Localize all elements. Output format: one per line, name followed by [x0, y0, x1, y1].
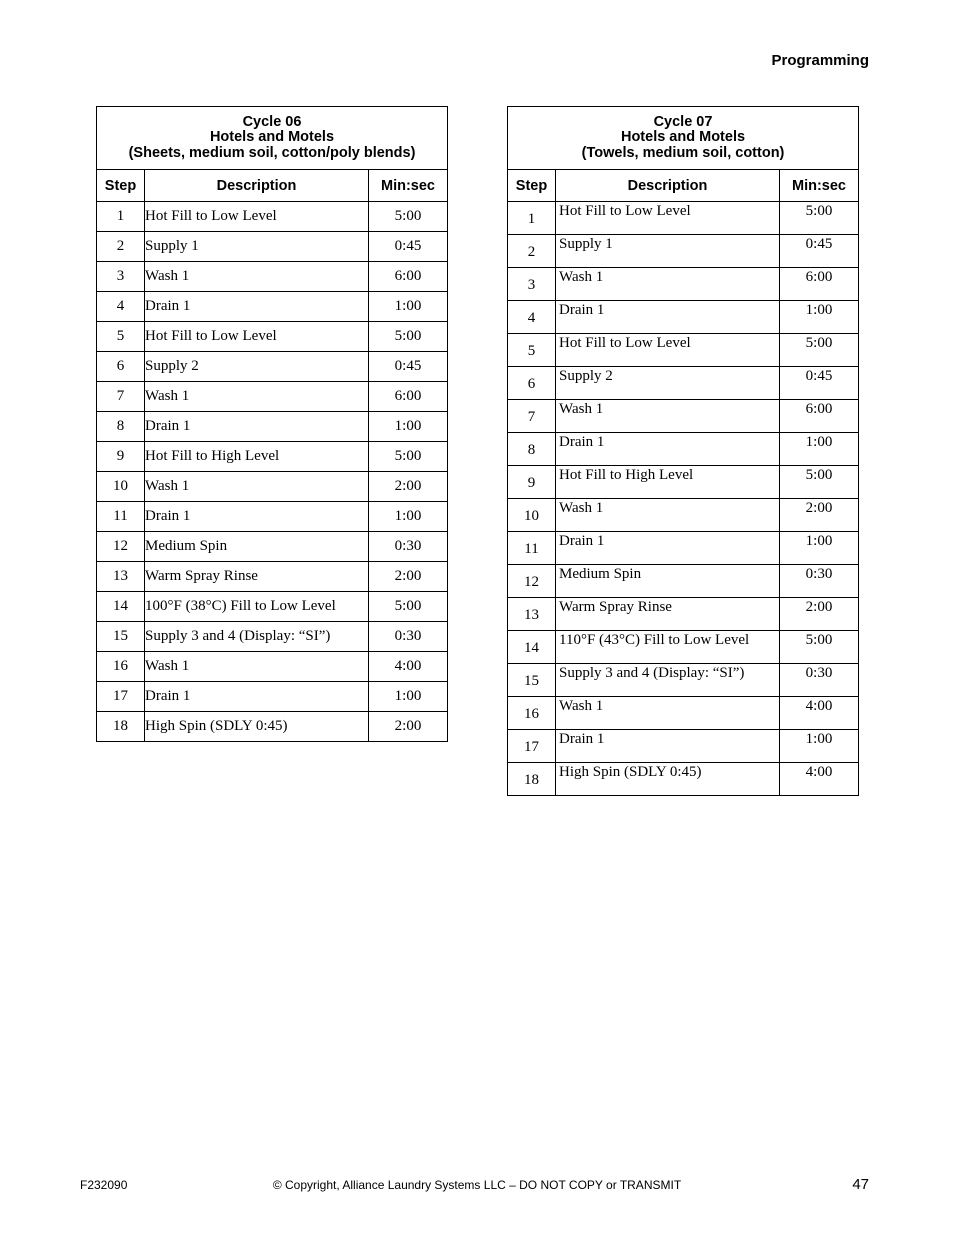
cycle-06-table	[96, 106, 448, 742]
table-row	[97, 562, 448, 592]
table-row	[508, 499, 859, 532]
cycle-title-line: (Towels, medium soil, cotton)	[581, 144, 785, 161]
description-cell: Warm Spray Rinse	[556, 598, 780, 631]
time-cell: 1:00	[369, 292, 448, 322]
time-cell: 1:00	[369, 682, 448, 712]
description-cell: High Spin (SDLY 0:45)	[145, 712, 369, 742]
time-cell: 1:00	[780, 730, 859, 763]
table-row	[97, 292, 448, 322]
table-row	[97, 592, 448, 622]
table-row	[97, 682, 448, 712]
time-cell: 0:30	[369, 532, 448, 562]
document-number: F232090	[80, 1178, 128, 1192]
description-cell: Wash 1	[556, 268, 780, 301]
step-cell: 13	[508, 598, 556, 631]
table-row	[508, 433, 859, 466]
step-cell: 6	[97, 352, 145, 382]
description-cell: Supply 2	[556, 367, 780, 400]
description-cell: Drain 1	[145, 682, 369, 712]
time-cell: 5:00	[369, 592, 448, 622]
description-cell: Hot Fill to Low Level	[556, 334, 780, 367]
table-row	[508, 763, 859, 796]
step-cell: 4	[508, 301, 556, 334]
step-cell: 10	[508, 499, 556, 532]
step-cell: 6	[508, 367, 556, 400]
time-cell: 6:00	[780, 268, 859, 301]
time-cell: 1:00	[369, 412, 448, 442]
table-row	[508, 697, 859, 730]
section-title: Programming	[771, 52, 869, 69]
cycle-title	[508, 107, 859, 170]
step-cell: 15	[508, 664, 556, 697]
description-cell: Warm Spray Rinse	[145, 562, 369, 592]
table-row	[97, 262, 448, 292]
step-cell: 17	[97, 682, 145, 712]
description-cell: Drain 1	[556, 433, 780, 466]
time-cell: 0:45	[780, 235, 859, 268]
column-header-step: Step	[508, 170, 556, 202]
table-row	[508, 235, 859, 268]
description-cell: Hot Fill to Low Level	[145, 322, 369, 352]
cycle-title	[97, 107, 448, 170]
step-cell: 13	[97, 562, 145, 592]
time-cell: 5:00	[780, 202, 859, 235]
time-cell: 1:00	[780, 301, 859, 334]
time-cell: 1:00	[369, 502, 448, 532]
table-row	[97, 652, 448, 682]
description-cell: Wash 1	[556, 400, 780, 433]
time-cell: 2:00	[780, 499, 859, 532]
step-cell: 7	[97, 382, 145, 412]
table-row	[97, 442, 448, 472]
column-header-description: Description	[556, 170, 780, 202]
table-row	[508, 301, 859, 334]
step-cell: 18	[508, 763, 556, 796]
step-cell: 12	[97, 532, 145, 562]
description-cell: Wash 1	[145, 262, 369, 292]
step-cell: 2	[97, 232, 145, 262]
description-cell: Wash 1	[145, 652, 369, 682]
step-cell: 4	[97, 292, 145, 322]
step-cell: 8	[508, 433, 556, 466]
time-cell: 4:00	[780, 763, 859, 796]
table-row	[508, 400, 859, 433]
step-cell: 14	[97, 592, 145, 622]
description-cell: Supply 3 and 4 (Display: “SI”)	[556, 664, 780, 697]
table-row	[97, 472, 448, 502]
step-cell: 11	[508, 532, 556, 565]
step-cell: 3	[97, 262, 145, 292]
column-header-step: Step	[97, 170, 145, 202]
table-row	[508, 730, 859, 763]
time-cell: 4:00	[780, 697, 859, 730]
time-cell: 0:45	[369, 352, 448, 382]
step-cell: 3	[508, 268, 556, 301]
step-cell: 7	[508, 400, 556, 433]
step-cell: 11	[97, 502, 145, 532]
cycle-07-table	[507, 106, 859, 796]
description-cell: Wash 1	[145, 382, 369, 412]
table-row	[508, 598, 859, 631]
table-row	[508, 202, 859, 235]
description-cell: Drain 1	[556, 730, 780, 763]
table-row	[97, 352, 448, 382]
description-cell: Hot Fill to Low Level	[145, 202, 369, 232]
description-cell: Supply 1	[556, 235, 780, 268]
description-cell: Medium Spin	[556, 565, 780, 598]
time-cell: 2:00	[369, 712, 448, 742]
table-row	[97, 202, 448, 232]
cycle-title-line: (Sheets, medium soil, cotton/poly blends)	[128, 144, 416, 161]
description-cell: Hot Fill to High Level	[556, 466, 780, 499]
description-cell: Wash 1	[556, 499, 780, 532]
step-cell: 14	[508, 631, 556, 664]
step-cell: 9	[97, 442, 145, 472]
time-cell: 1:00	[780, 433, 859, 466]
description-cell: Hot Fill to High Level	[145, 442, 369, 472]
description-cell: Drain 1	[556, 532, 780, 565]
description-cell: Drain 1	[145, 292, 369, 322]
time-cell: 5:00	[780, 466, 859, 499]
description-cell: 110°F (43°C) Fill to Low Level	[556, 631, 780, 664]
description-cell: Drain 1	[556, 301, 780, 334]
time-cell: 5:00	[780, 334, 859, 367]
time-cell: 0:45	[780, 367, 859, 400]
description-cell: High Spin (SDLY 0:45)	[556, 763, 780, 796]
time-cell: 0:45	[369, 232, 448, 262]
time-cell: 5:00	[369, 442, 448, 472]
step-cell: 1	[97, 202, 145, 232]
time-cell: 6:00	[369, 262, 448, 292]
time-cell: 2:00	[369, 562, 448, 592]
time-cell: 4:00	[369, 652, 448, 682]
time-cell: 5:00	[780, 631, 859, 664]
table-row	[508, 466, 859, 499]
table-row	[508, 532, 859, 565]
time-cell: 0:30	[780, 664, 859, 697]
table-row	[97, 532, 448, 562]
table-row	[97, 712, 448, 742]
time-cell: 0:30	[780, 565, 859, 598]
step-cell: 5	[508, 334, 556, 367]
time-cell: 6:00	[780, 400, 859, 433]
step-cell: 12	[508, 565, 556, 598]
table-row	[97, 232, 448, 262]
cycle-title-line: Cycle 06	[242, 113, 302, 130]
step-cell: 5	[97, 322, 145, 352]
step-cell: 10	[97, 472, 145, 502]
step-cell: 2	[508, 235, 556, 268]
step-cell: 9	[508, 466, 556, 499]
table-row	[508, 631, 859, 664]
step-cell: 17	[508, 730, 556, 763]
description-cell: Wash 1	[145, 472, 369, 502]
step-cell: 1	[508, 202, 556, 235]
step-cell: 8	[97, 412, 145, 442]
table-row	[508, 367, 859, 400]
time-cell: 5:00	[369, 322, 448, 352]
step-cell: 15	[97, 622, 145, 652]
step-cell: 16	[97, 652, 145, 682]
cycle-title-line: Cycle 07	[653, 113, 713, 130]
description-cell: Wash 1	[556, 697, 780, 730]
table-row	[97, 622, 448, 652]
description-cell: Medium Spin	[145, 532, 369, 562]
time-cell: 2:00	[780, 598, 859, 631]
time-cell: 1:00	[780, 532, 859, 565]
table-row	[508, 565, 859, 598]
table-row	[508, 268, 859, 301]
description-cell: Supply 2	[145, 352, 369, 382]
time-cell: 2:00	[369, 472, 448, 502]
time-cell: 5:00	[369, 202, 448, 232]
description-cell: 100°F (38°C) Fill to Low Level	[145, 592, 369, 622]
table-row	[97, 382, 448, 412]
table-row	[508, 334, 859, 367]
cycle-title-line: Hotels and Motels	[209, 129, 335, 146]
table-row	[97, 412, 448, 442]
column-header-description: Description	[145, 170, 369, 202]
copyright-notice: © Copyright, Alliance Laundry Systems LLC – DO NOT COPY or TRANSMIT	[272, 1178, 682, 1192]
column-header-time: Min:sec	[369, 170, 448, 202]
step-cell: 18	[97, 712, 145, 742]
description-cell: Drain 1	[145, 502, 369, 532]
time-cell: 6:00	[369, 382, 448, 412]
page-number: 47	[852, 1176, 869, 1193]
cycle-title-line: Hotels and Motels	[620, 129, 746, 146]
time-cell: 0:30	[369, 622, 448, 652]
table-row	[508, 664, 859, 697]
step-cell: 16	[508, 697, 556, 730]
description-cell: Drain 1	[145, 412, 369, 442]
description-cell: Hot Fill to Low Level	[556, 202, 780, 235]
table-row	[97, 322, 448, 352]
description-cell: Supply 1	[145, 232, 369, 262]
description-cell: Supply 3 and 4 (Display: “SI”)	[145, 622, 369, 652]
column-header-time: Min:sec	[780, 170, 859, 202]
table-row	[97, 502, 448, 532]
